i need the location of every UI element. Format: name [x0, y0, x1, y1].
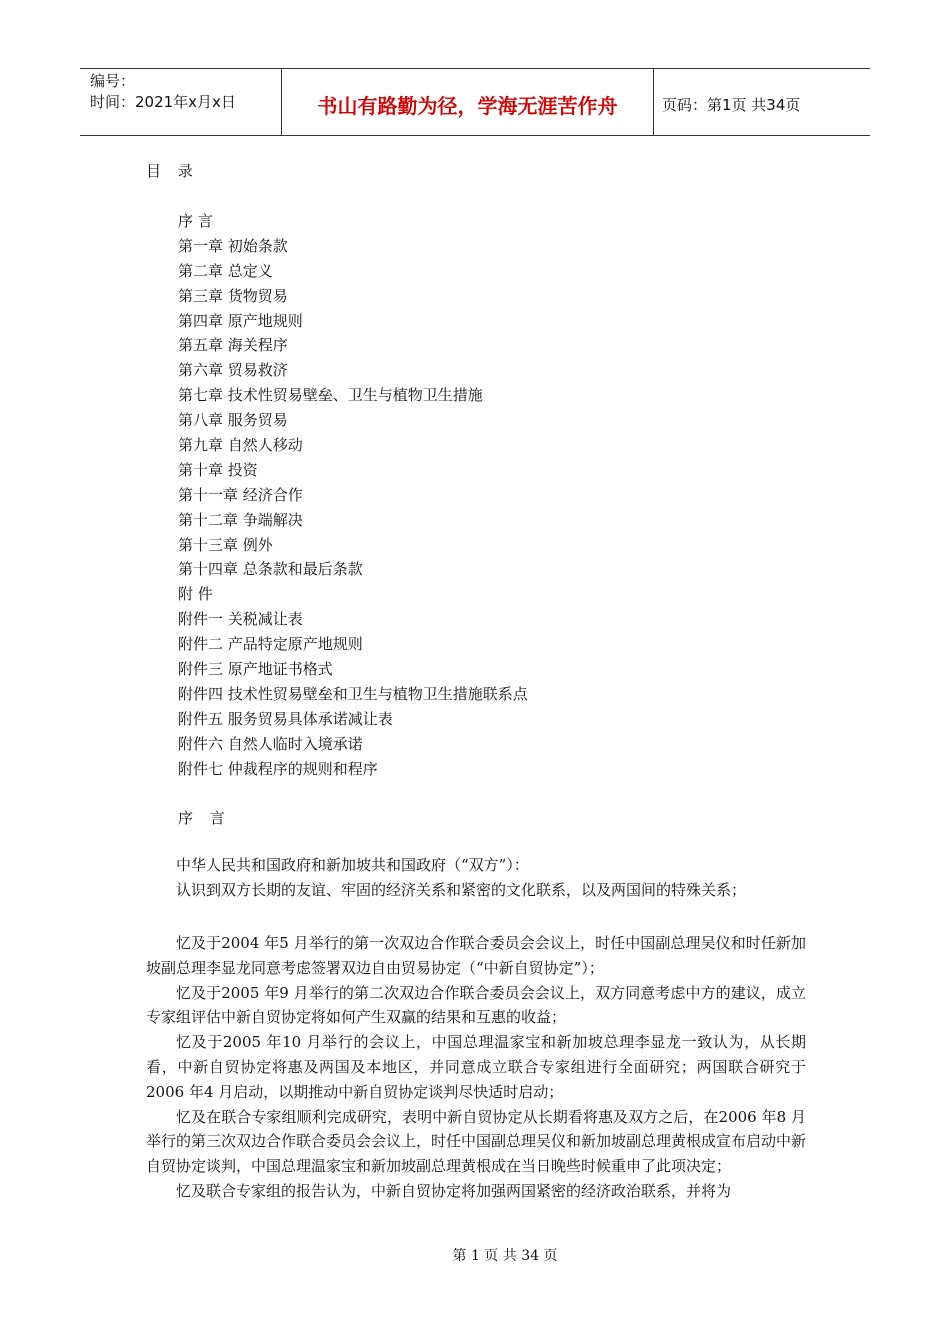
toc-item: 附件五 服务贸易具体承诺减让表	[178, 709, 393, 728]
toc-item: 附件三 原产地证书格式	[178, 660, 333, 679]
toc-item: 第三章 货物贸易	[178, 286, 288, 305]
preface-title: 序 言	[178, 809, 231, 827]
preface-paragraph: 中华人民共和国政府和新加坡共和国政府（“双方”）：	[176, 856, 529, 874]
toc-item: 附件一 关税减让表	[178, 610, 303, 629]
toc-title: 目 录	[146, 162, 199, 180]
toc-item: 第二章 总定义	[178, 261, 273, 280]
date-label: 时间：2021年x月x日	[90, 93, 236, 111]
page-header	[80, 68, 870, 136]
preface-paragraph: 忆及于2004 年5 月举行的第一次双边合作联合委员会会议上，时任中国副总理吴仪和时任新加坡副总理李显龙同意考虑签署双边自由贸易协定（“中新自贸协定”）；	[146, 934, 806, 977]
toc-item: 第十二章 争端解决	[178, 510, 303, 529]
table-of-contents	[178, 209, 528, 781]
toc-item: 第十四章 总条款和最后条款	[178, 560, 363, 579]
header-page-info: 页码：第1页 共34页	[662, 95, 801, 114]
preface-paragraph: 认识到双方长期的友谊、牢固的经济关系和紧密的文化联系，以及两国间的特殊关系；	[176, 880, 747, 899]
toc-item: 附件四 技术性贸易壁垒和卫生与植物卫生措施联系点	[178, 684, 528, 703]
preface-paragraph: 忆及在联合专家组顺利完成研究，表明中新自贸协定从长期看将惠及双方之后，在2006 年8 月举行的第三次双边合作联合委员会会议上，时任中国副总理吴仪和新加坡副总理黄根成宣布启动中新自贸协定谈判，中国总理温家宝和新加坡副总理黄根成在当日晚些时候重申了此项决定；	[146, 1107, 807, 1176]
header-meta	[80, 69, 282, 135]
preface-intro	[146, 853, 806, 903]
page-footer: 第 1 页 共 34 页	[452, 1248, 558, 1264]
toc-item: 第一章 初始条款	[178, 236, 288, 255]
toc-item: 附件六 自然人临时入境承诺	[178, 734, 363, 753]
toc-item: 第十三章 例外	[178, 535, 273, 554]
toc-item: 第四章 原产地规则	[178, 311, 303, 330]
toc-item: 第八章 服务贸易	[178, 411, 288, 430]
toc-item: 附件二 产品特定原产地规则	[178, 635, 363, 654]
preface-paragraph: 忆及于2005 年10 月举行的会议上，中国总理温家宝和新加坡总理李显龙一致认为，从长期看，中新自贸协定将惠及两国及本地区，并同意成立联合专家组进行全面研究；两国联合研究于2006 年4 月启动，以期推动中新自贸协定谈判尽快适时启动；	[146, 1033, 806, 1101]
header-motto: 书山有路勤为径，学海无涯苦作舟	[282, 69, 654, 135]
toc-item: 附 件	[178, 585, 213, 604]
preface-body	[146, 931, 806, 1204]
number-label: 编号：	[90, 72, 136, 90]
toc-item: 第十一章 经济合作	[178, 485, 303, 504]
toc-item: 第七章 技术性贸易壁垒、卫生与植物卫生措施	[178, 386, 483, 405]
toc-item: 第九章 自然人移动	[178, 436, 303, 455]
toc-item: 第五章 海关程序	[178, 336, 288, 355]
toc-item: 序 言	[178, 212, 213, 230]
preface-paragraph: 忆及联合专家组的报告认为，中新自贸协定将加强两国紧密的经济政治联系，并将为	[176, 1181, 732, 1200]
toc-item: 附件七 仲裁程序的规则和程序	[178, 759, 378, 778]
preface-paragraph: 忆及于2005 年9 月举行的第二次双边合作联合委员会会议上，双方同意考虑中方的建议，成立专家组评估中新自贸协定将如何产生双赢的结果和互惠的收益；	[146, 983, 806, 1027]
toc-item: 第六章 贸易救济	[178, 361, 288, 380]
toc-item: 第十章 投资	[178, 460, 258, 479]
